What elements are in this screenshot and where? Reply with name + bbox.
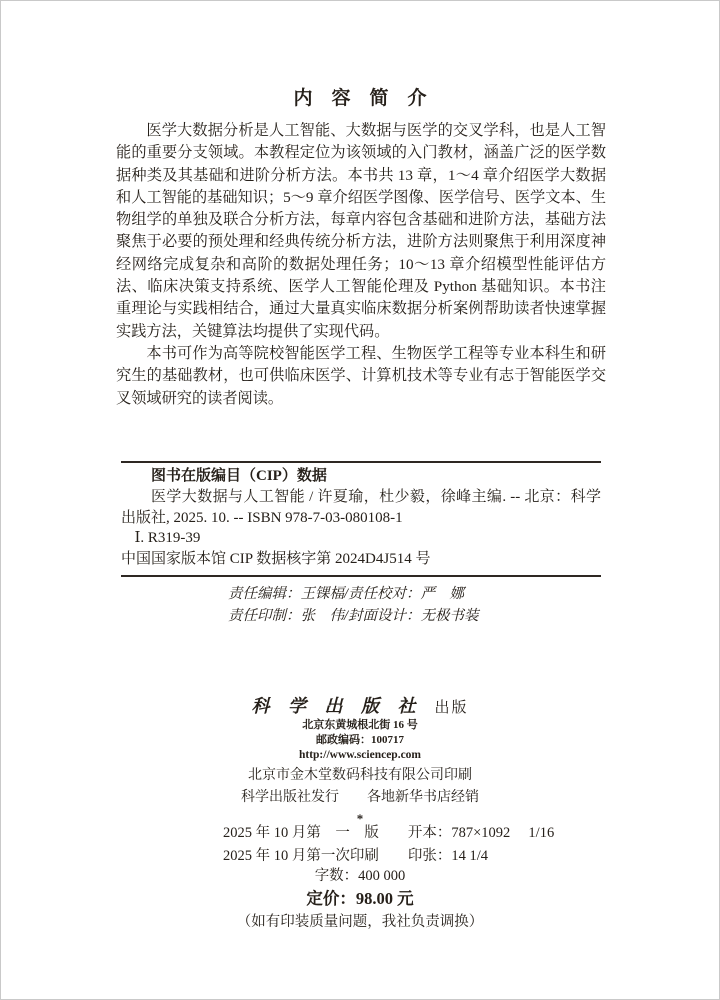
intro-paragraph-1: 医学大数据分析是人工智能、大数据与医学的交叉学科，也是人工智能的重要分支领域。本教程定位为该领域的入门教材，涵盖广泛的医学数据种类及其基础和进阶分析方法。本书共 13 章，1～4 章介绍医学大数据和人工智能的基础知识；5～9 章介绍医学图像、医学信号、医学文本、生物组学的单独及联合分析方法，每章内容包含基础和进阶方法，基础方法聚焦于必要的预处理和经典传统分析方法，进阶方法则聚焦于利用深度神经网络完成复杂和高阶的数据处理任务；10～13 章介绍模型性能评估方法、临床决策支持系统、医学人工智能伦理及 Python 基础知识。本书注重理论与实践相结合，通过大量真实临床数据分析案例帮助读者快速掌握实践方法，关键算法均提供了实现代码。 [116,122,606,340]
publisher-postcode: 邮政编码：100717 [316,734,404,746]
page-title: 内 容 简 介 [293,88,427,109]
edition-line: 2025 年 10 月第 一 版 开本：787×1092 1/16 [223,825,555,841]
price-line: 定价：98.00 元 [306,889,414,908]
cip-heading: 图书在版编目（CIP）数据 [151,468,327,484]
publisher-address: 北京东黄城根北街 16 号 [302,719,418,731]
publisher-website: http://www.sciencep.com [298,749,421,761]
exchange-notice: （如有印装质量问题，我社负责调换） [236,914,484,930]
staff-printer-line: 责任印制：张 伟/封面设计：无极书装 [228,607,479,624]
staff-credits [228,584,479,627]
cip-registration-number: 中国国家版本馆 CIP 数据核字第 2024D4J514 号 [121,551,431,568]
content-summary [116,120,606,410]
impression-line: 2025 年 10 月第一次印刷 印张：14 1/4 [223,847,489,864]
word-count: 字数：400 000 [314,868,406,884]
staff-editor-line: 责任编辑：王锞楅/责任校对：严 娜 [228,586,465,602]
cip-block [121,466,601,570]
publisher-line [1,692,719,718]
cip-record: 医学大数据与人工智能 / 许夏瑜，杜少毅，徐峰主编. -- 北京：科学出版社, 2025. 10. -- ISBN 978-7-03-080108-1 [121,488,601,526]
distribution-line: 科学出版社发行 各地新华书店经销 [241,790,479,805]
intro-paragraph-2: 本书可作为高等院校智能医学工程、生物医学工程等专业本科生和研究生的基础教材，也可供临床医学、计算机技术等专业有志于智能医学交叉领域研究的读者阅读。 [116,344,606,407]
publisher-publish-label: 出版 [434,700,469,716]
publisher-block [1,692,719,827]
cip-divider-top [121,461,601,463]
cip-divider-bottom [121,575,601,577]
publisher-logo-text: 科 学 出 版 社 [251,696,423,716]
printer-line: 北京市金木堂数码科技有限公司印刷 [248,768,472,783]
print-info [223,822,554,867]
separator-asterisk: * [356,811,364,826]
cip-classification: Ⅰ. R319-39 [134,530,201,547]
